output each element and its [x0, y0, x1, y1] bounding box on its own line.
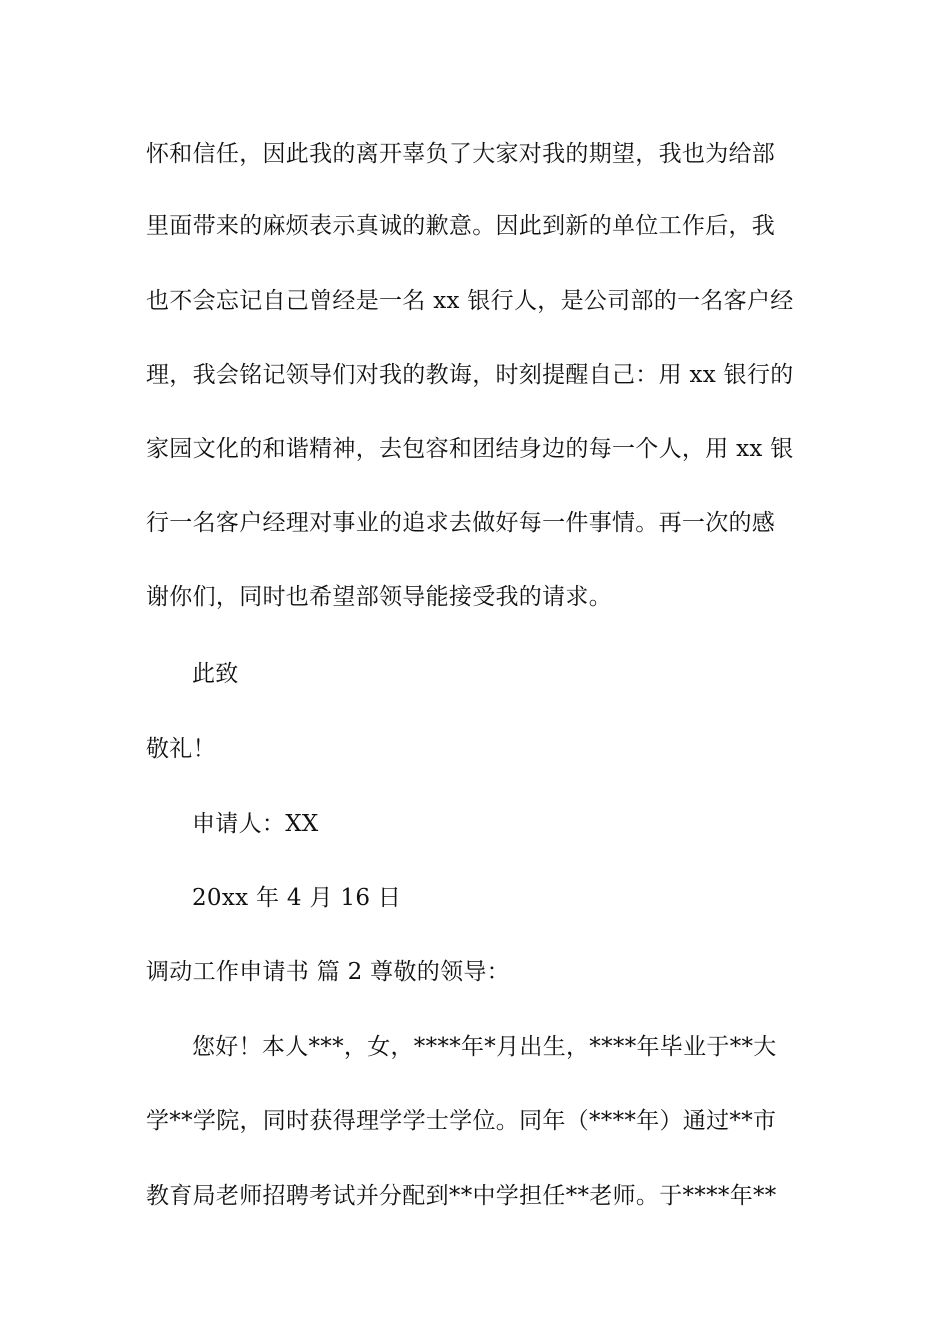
paragraph-line: 您好！本人***，女，****年*月出生，****年毕业于**大 — [192, 1034, 777, 1060]
paragraph-line: 教育局老师招聘考试并分配到**中学担任**老师。于****年** — [146, 1183, 777, 1209]
paragraph-line: 理，我会铭记领导们对我的教诲，时刻提醒自己：用 xx 银行的 — [146, 362, 794, 388]
paragraph-line: 里面带来的麻烦表示真诚的歉意。因此到新的单位工作后，我 — [146, 213, 776, 239]
date-line: 20xx 年 4 月 16 日 — [192, 885, 402, 911]
paragraph-line: 家园文化的和谐精神，去包容和团结身边的每一个人，用 xx 银 — [146, 436, 794, 462]
paragraph-line: 也不会忘记自己曾经是一名 xx 银行人，是公司部的一名客户经 — [146, 288, 794, 314]
paragraph-line: 学**学院，同时获得理学学士学位。同年（****年）通过**市 — [146, 1108, 777, 1134]
section-heading: 调动工作申请书 篇 2 尊敬的领导： — [146, 959, 510, 985]
salutation-line: 敬礼！ — [146, 736, 216, 762]
paragraph-line: 怀和信任，因此我的离开辜负了大家对我的期望，我也为给部 — [146, 141, 776, 167]
paragraph-line: 行一名客户经理对事业的追求去做好每一件事情。再一次的感 — [146, 510, 776, 536]
applicant-line: 申请人：XX — [192, 811, 319, 837]
closing-line: 此致 — [192, 661, 239, 687]
paragraph-line: 谢你们，同时也希望部领导能接受我的请求。 — [146, 584, 612, 610]
